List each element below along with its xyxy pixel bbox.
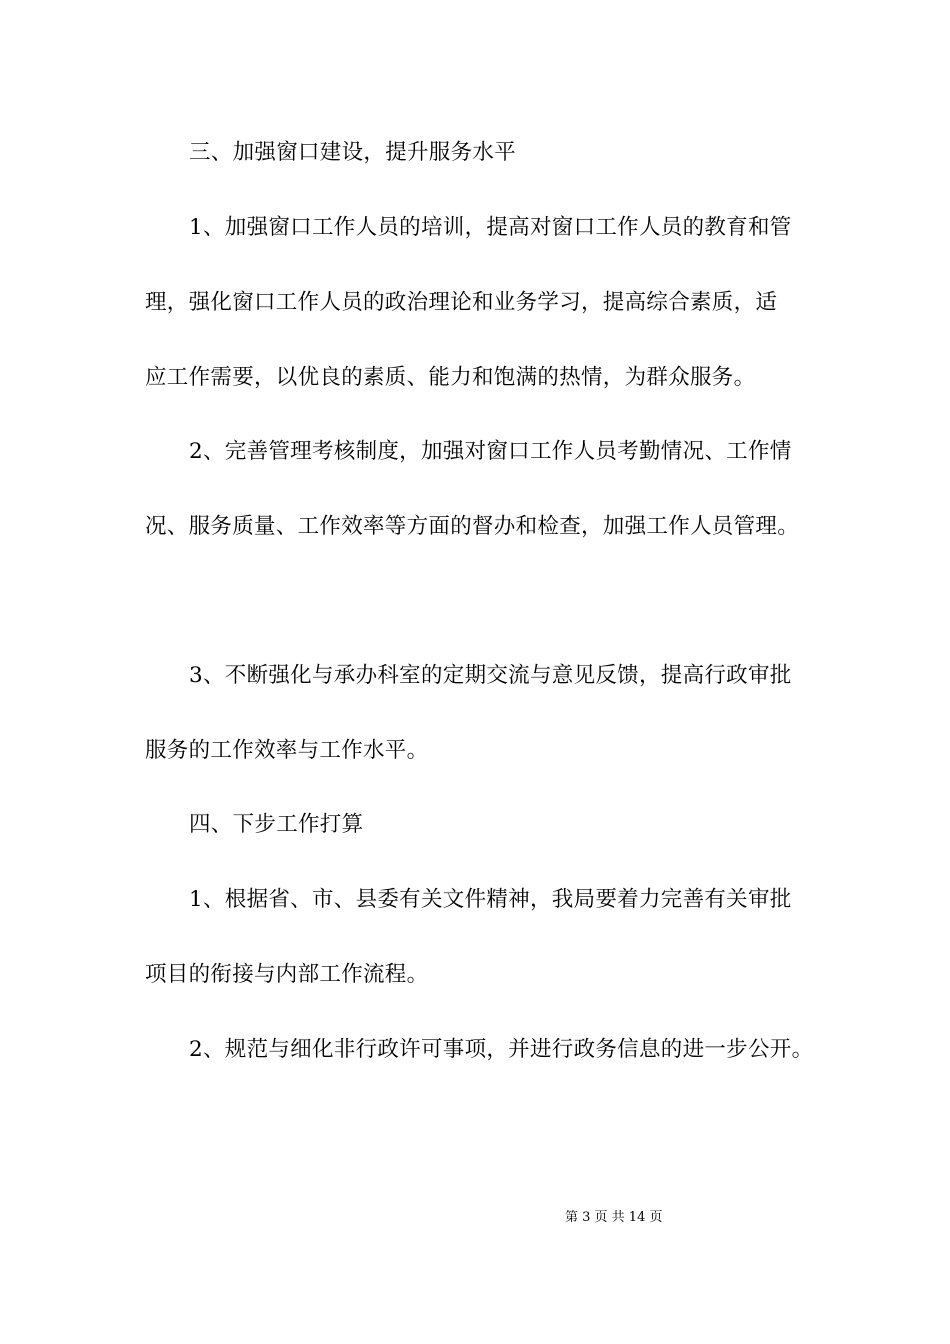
page-number: 第 3 页 共 14 页: [565, 1210, 663, 1225]
section-heading-4: 四、下步工作打算: [189, 812, 364, 837]
paragraph-line: 理，强化窗口工作人员的政治理论和业务学习，提高综合素质，适: [145, 290, 778, 315]
paragraph-line: 2、完善管理考核制度，加强对窗口工作人员考勤情况、工作情: [189, 439, 792, 464]
paragraph-line: 况、服务质量、工作效率等方面的督办和检查，加强工作人员管理。: [145, 514, 800, 539]
section-heading-3: 三、加强窗口建设，提升服务水平: [189, 140, 517, 165]
paragraph-line: 2、规范与细化非行政许可事项，并进行政务信息的进一步公开。: [189, 1037, 814, 1062]
paragraph-line: 1、根据省、市、县委有关文件精神，我局要着力完善有关审批: [189, 887, 792, 912]
paragraph-line: 项目的衔接与内部工作流程。: [145, 962, 429, 987]
paragraph-line: 应工作需要，以优良的素质、能力和饱满的热情，为群众服务。: [145, 365, 756, 390]
paragraph-line: 1、加强窗口工作人员的培训，提高对窗口工作人员的教育和管: [189, 215, 792, 240]
paragraph-line: 服务的工作效率与工作水平。: [145, 738, 429, 763]
paragraph-line: 3、不断强化与承办科室的定期交流与意见反馈，提高行政审批: [189, 663, 792, 688]
